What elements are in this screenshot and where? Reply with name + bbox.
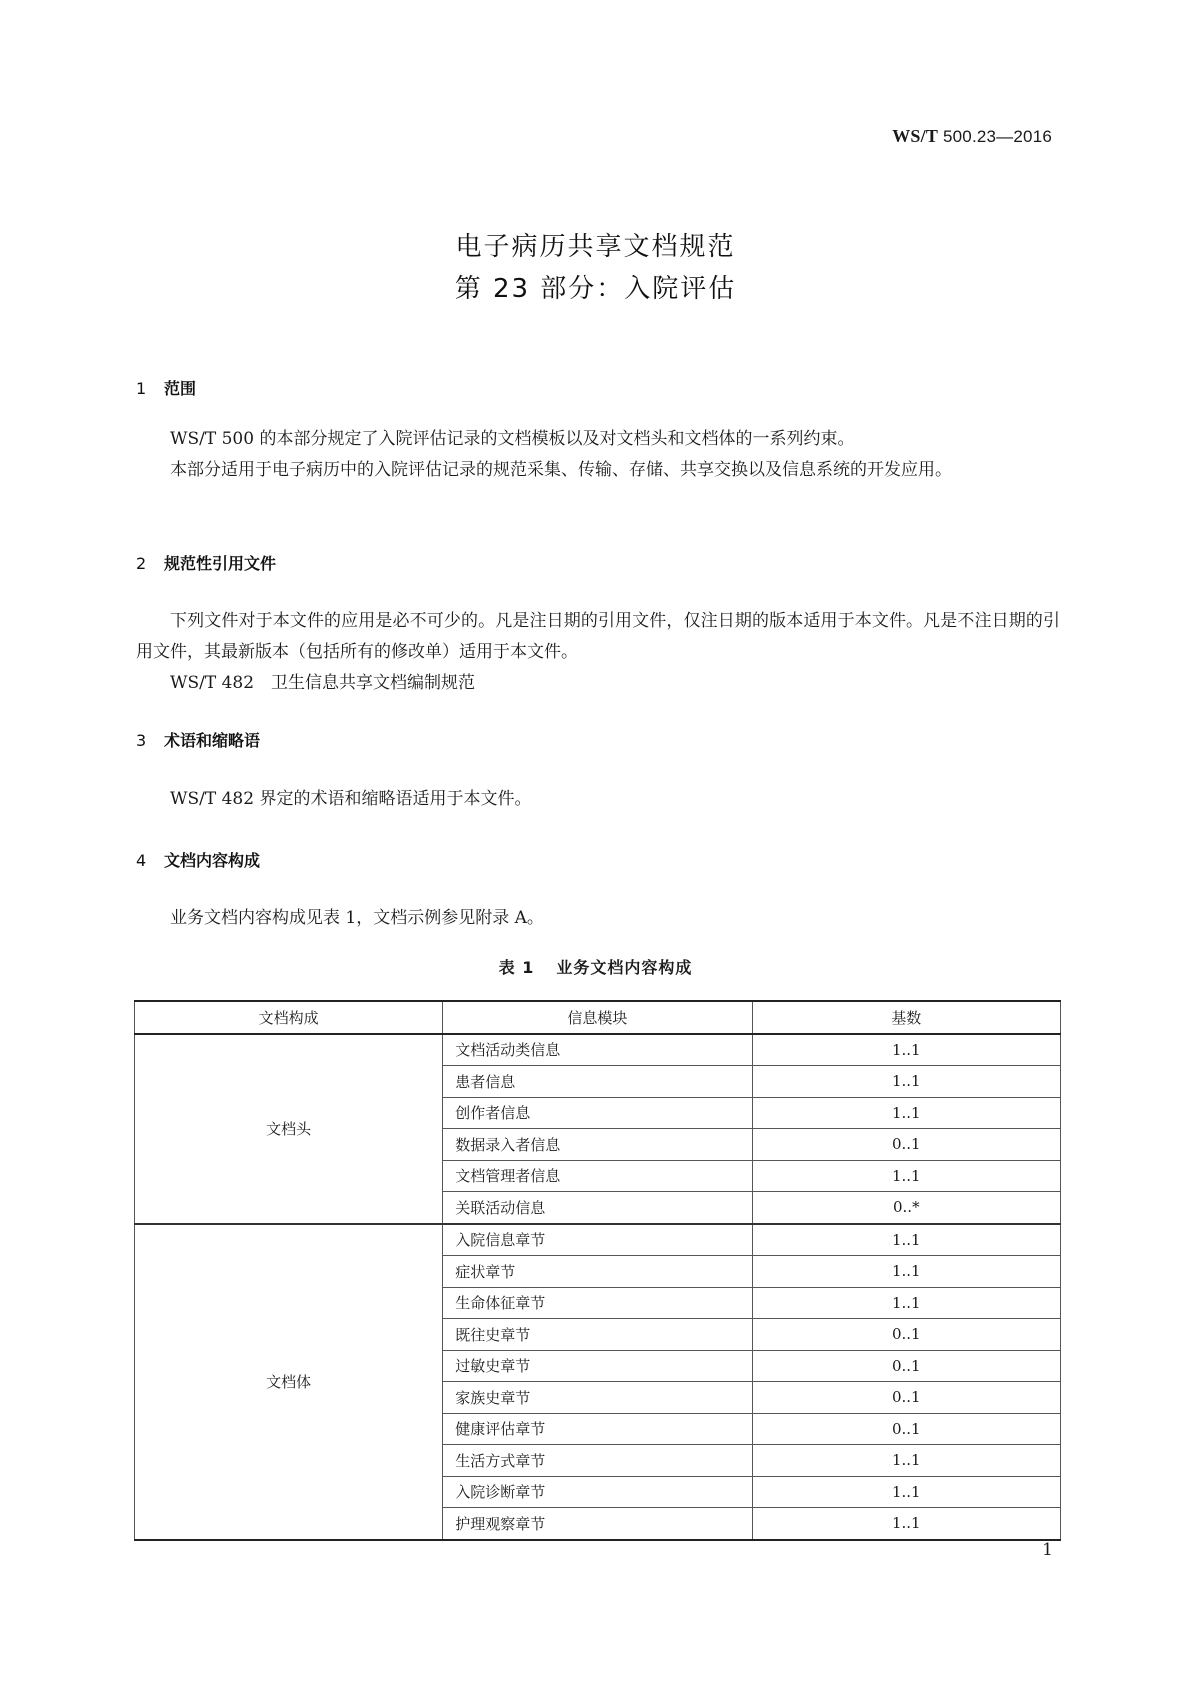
module-cell: 既往史章节	[443, 1319, 752, 1351]
title-line-2: 第 23 部分：入院评估	[454, 274, 737, 304]
paragraph: 本部分适用于电子病历中的入院评估记录的规范采集、传输、存储、共享交换以及信息系统的开发应用。	[170, 460, 952, 480]
module-cell: 护理观察章节	[443, 1508, 752, 1540]
module-cell: 健康评估章节	[443, 1413, 752, 1445]
module-cell: 患者信息	[443, 1066, 752, 1098]
section-2-body	[136, 606, 1060, 699]
standard-prefix: WS/T	[892, 126, 939, 146]
paragraph: WS/T 482 界定的术语和缩略语适用于本文件。	[170, 789, 532, 809]
section-3-heading	[136, 728, 260, 751]
paragraph: 下列文件对于本文件的应用是必不可少的。凡是注日期的引用文件，仅注日期的版本适用于本文件。凡是不注日期的引用文件，其最新版本（包括所有的修改单）适用于本文件。	[136, 611, 1060, 662]
section-1-heading	[136, 376, 196, 399]
group-cell: 文档头	[135, 1034, 443, 1224]
section-number: 2	[136, 554, 147, 573]
section-title: 范围	[164, 379, 197, 398]
title-line-1: 电子病历共享文档规范	[455, 232, 736, 262]
table-row	[135, 1034, 1061, 1066]
standard-code: 500.23—2016	[942, 127, 1052, 146]
cardinality-cell: 0..1	[752, 1319, 1060, 1351]
table-caption-label: 表 1	[498, 958, 535, 977]
cardinality-cell: 1..1	[752, 1287, 1060, 1319]
paragraph: WS/T 500 的本部分规定了入院评估记录的文档模板以及对文档头和文档体的一系列约束。	[170, 429, 855, 449]
cardinality-cell: 1..1	[752, 1224, 1060, 1256]
cardinality-cell: 1..1	[752, 1476, 1060, 1508]
section-title: 术语和缩略语	[164, 731, 261, 750]
column-header: 信息模块	[443, 1001, 752, 1034]
cardinality-cell: 1..1	[752, 1034, 1060, 1066]
cardinality-cell: 1..1	[752, 1445, 1060, 1477]
module-cell: 生活方式章节	[443, 1445, 752, 1477]
table-header-row	[135, 1001, 1061, 1034]
table-caption-title: 业务文档内容构成	[556, 958, 693, 977]
cardinality-cell: 1..1	[752, 1160, 1060, 1192]
module-cell: 入院信息章节	[443, 1224, 752, 1256]
module-cell: 文档活动类信息	[443, 1034, 752, 1066]
document-title	[0, 226, 1191, 310]
section-number: 1	[136, 379, 147, 398]
module-cell: 生命体征章节	[443, 1287, 752, 1319]
module-cell: 入院诊断章节	[443, 1476, 752, 1508]
table-row	[135, 1224, 1061, 1256]
module-cell: 数据录入者信息	[443, 1129, 752, 1161]
cardinality-cell: 0..1	[752, 1382, 1060, 1414]
section-3-body	[136, 784, 1060, 815]
cardinality-cell: 0..*	[752, 1192, 1060, 1224]
section-number: 3	[136, 731, 147, 750]
module-cell: 文档管理者信息	[443, 1160, 752, 1192]
cardinality-cell: 0..1	[752, 1350, 1060, 1382]
section-4-body	[136, 903, 1060, 934]
group-cell: 文档体	[135, 1224, 443, 1540]
module-cell: 过敏史章节	[443, 1350, 752, 1382]
cardinality-cell: 0..1	[752, 1413, 1060, 1445]
section-1-body	[136, 424, 1060, 486]
section-title: 规范性引用文件	[164, 554, 277, 573]
cardinality-cell: 1..1	[752, 1508, 1060, 1540]
section-number: 4	[136, 851, 147, 870]
section-2-heading	[136, 551, 276, 574]
section-4-heading	[136, 848, 260, 871]
table-caption	[0, 955, 1191, 978]
module-cell: 关联活动信息	[443, 1192, 752, 1224]
cardinality-cell: 0..1	[752, 1129, 1060, 1161]
section-title: 文档内容构成	[164, 851, 261, 870]
page-number: 1	[1042, 1540, 1053, 1560]
standard-number	[892, 126, 1052, 147]
cardinality-cell: 1..1	[752, 1256, 1060, 1288]
cardinality-cell: 1..1	[752, 1066, 1060, 1098]
cardinality-cell: 1..1	[752, 1097, 1060, 1129]
column-header: 基数	[752, 1001, 1060, 1034]
module-cell: 症状章节	[443, 1256, 752, 1288]
module-cell: 创作者信息	[443, 1097, 752, 1129]
normative-reference: WS/T 482 卫生信息共享文档编制规范	[170, 673, 476, 693]
paragraph: 业务文档内容构成见表 1，文档示例参见附录 A。	[170, 908, 544, 928]
content-structure-table	[134, 1000, 1061, 1541]
column-header: 文档构成	[135, 1001, 443, 1034]
module-cell: 家族史章节	[443, 1382, 752, 1414]
